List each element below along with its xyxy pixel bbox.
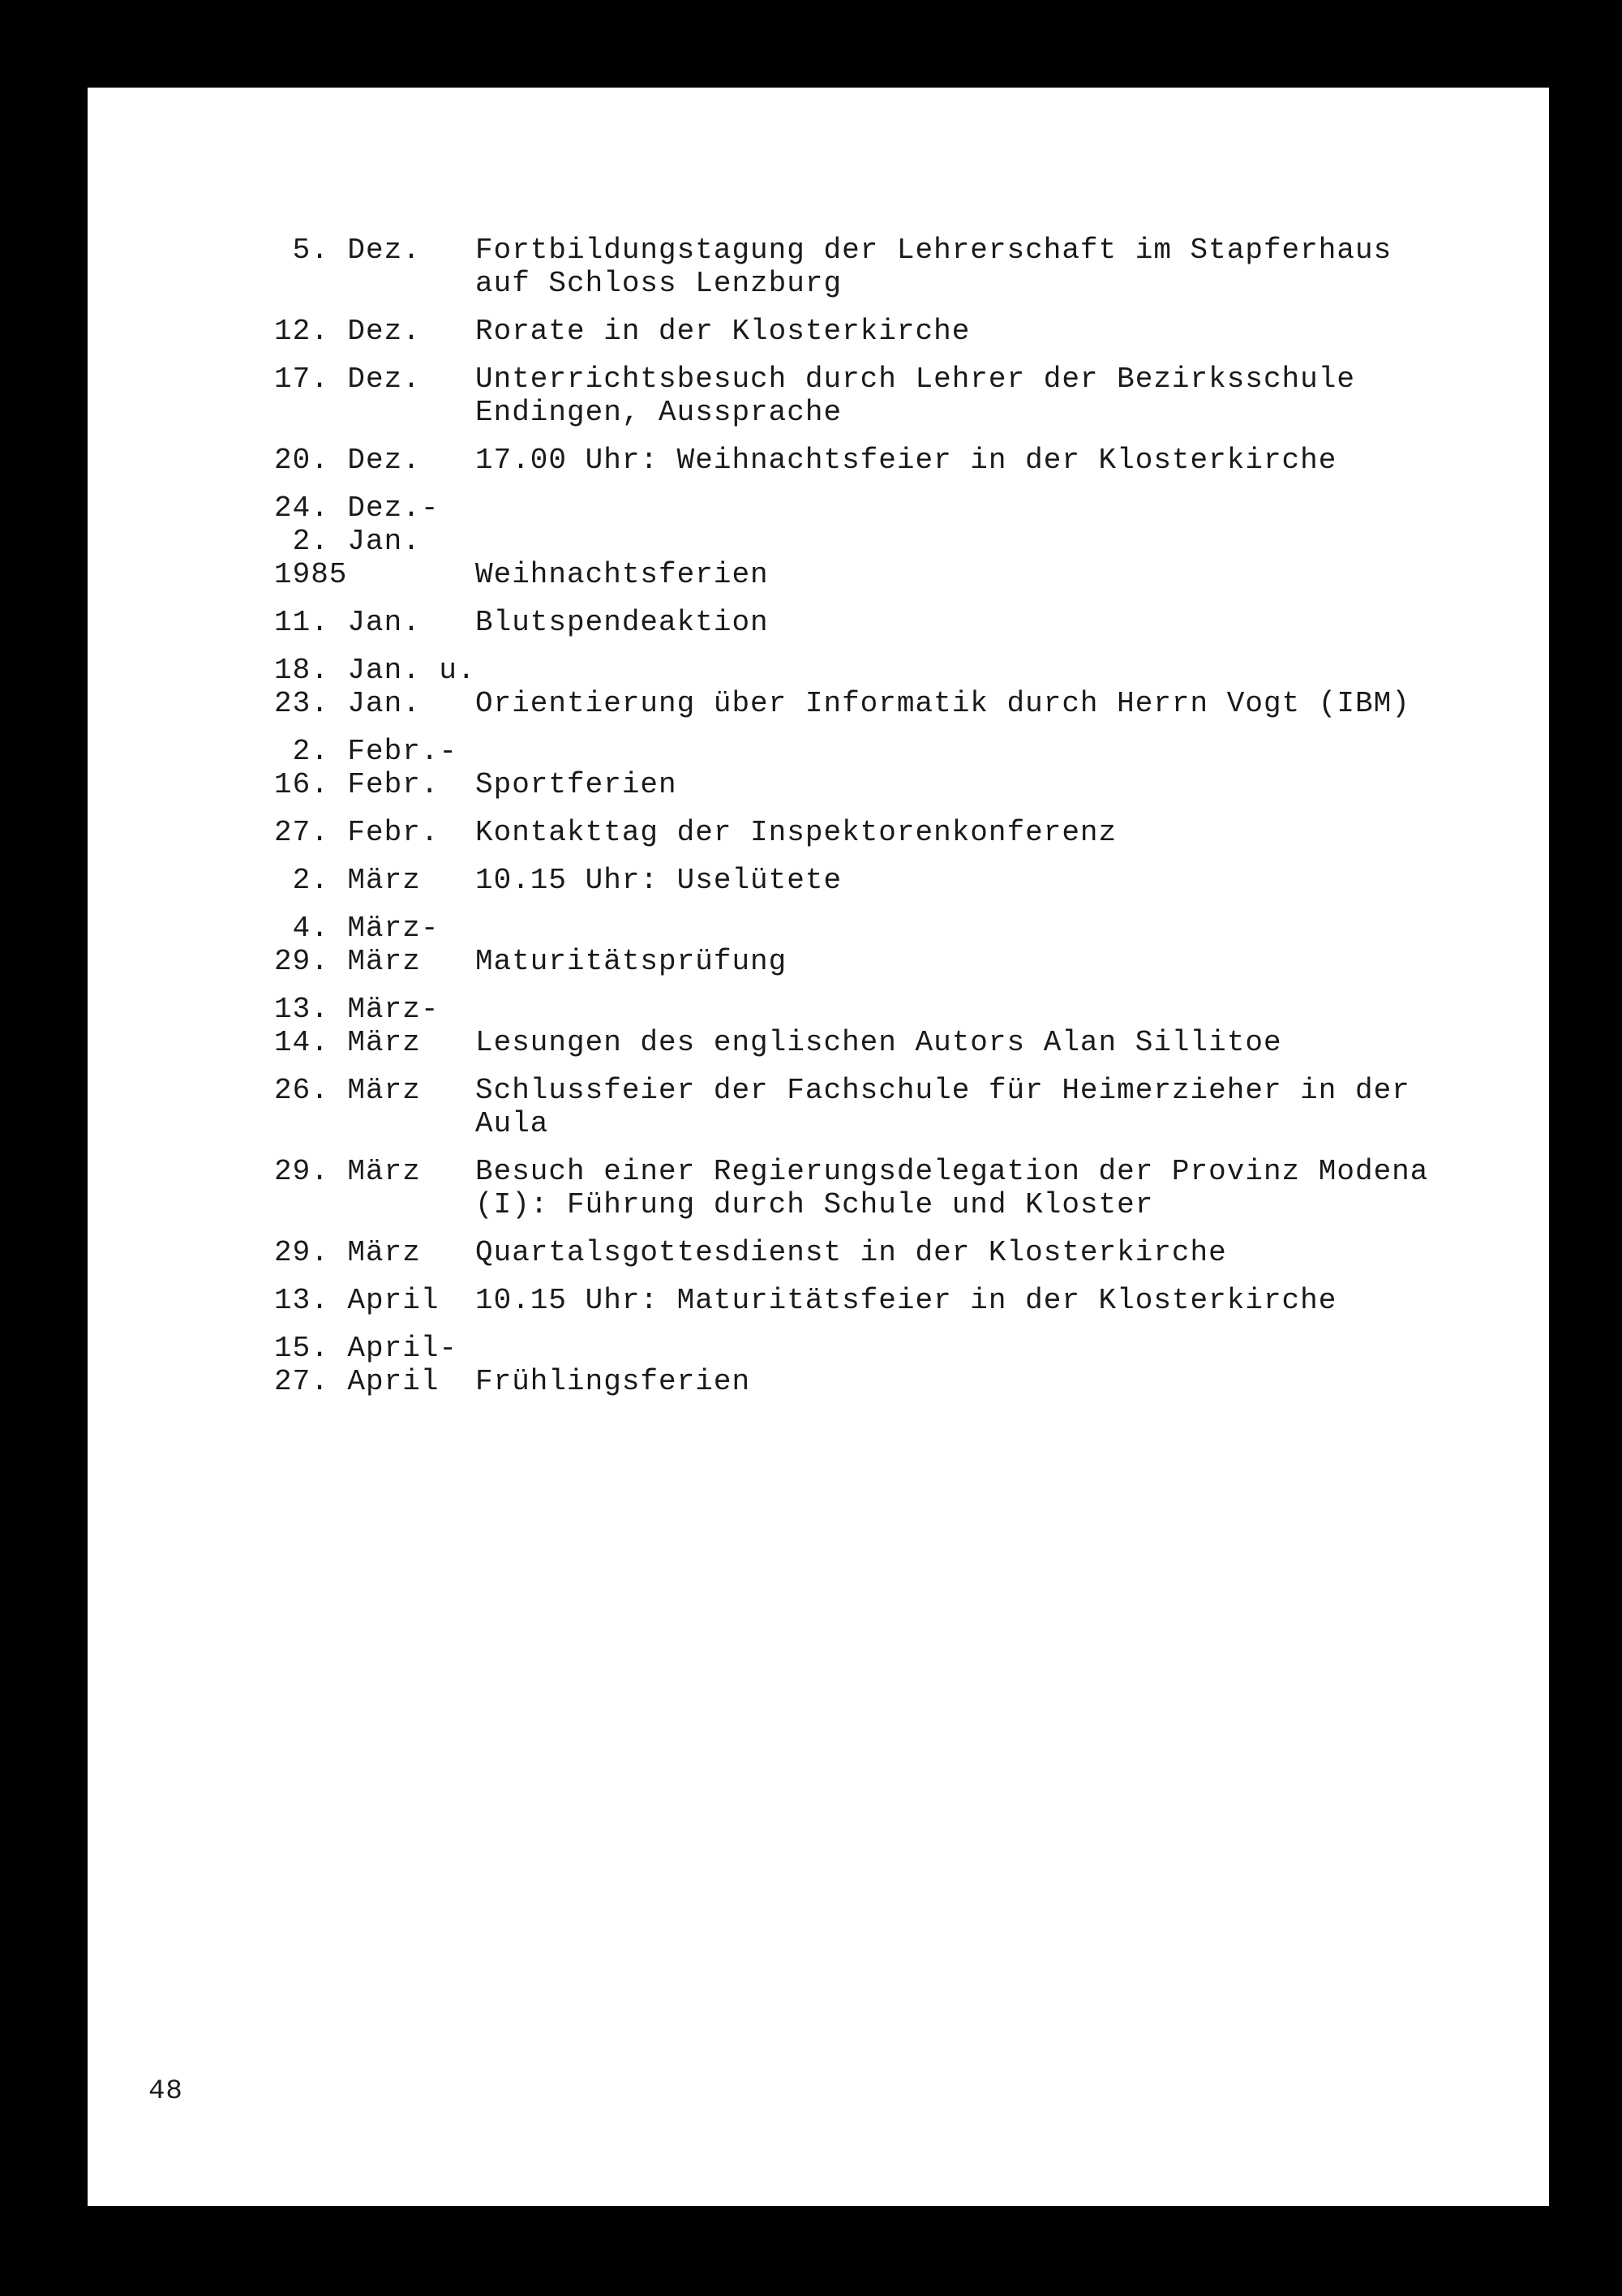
event-entry xyxy=(88,234,1549,300)
event-description-line: auf Schloss Lenzburg xyxy=(475,267,843,300)
event-date xyxy=(88,864,475,897)
event-date xyxy=(88,1284,475,1317)
event-entry xyxy=(88,1155,1549,1221)
event-date-line: 11. Jan. xyxy=(274,606,421,639)
event-date-line: 29. März xyxy=(274,1236,421,1269)
event-date-line: 5. Dez. xyxy=(274,234,421,267)
event-entry xyxy=(88,654,1549,720)
event-date-line: 2. Jan. xyxy=(274,525,421,558)
event-description-line: Lesungen des englischen Autors Alan Sillitoe xyxy=(475,1026,1282,1059)
event-date xyxy=(88,444,475,477)
event-date xyxy=(88,816,475,849)
event-description-line: Weihnachtsferien xyxy=(475,558,769,591)
event-description-line: Fortbildungstagung der Lehrerschaft im Stapferhaus xyxy=(475,234,1392,267)
event-list xyxy=(88,234,1549,1413)
event-entry xyxy=(88,1332,1549,1398)
event-description-line: Kontakttag der Inspektorenkonferenz xyxy=(475,816,1118,849)
event-date-line: 26. März xyxy=(274,1074,421,1107)
event-description xyxy=(475,816,1432,849)
event-date-line: 13. April xyxy=(274,1284,440,1317)
event-description xyxy=(475,654,1432,720)
event-date xyxy=(88,1236,475,1269)
event-date xyxy=(88,491,475,591)
event-entry xyxy=(88,315,1549,348)
event-date xyxy=(88,606,475,639)
event-date-line: 17. Dez. xyxy=(274,363,421,396)
event-description xyxy=(475,912,1432,978)
event-description-line: 10.15 Uhr: Uselütete xyxy=(475,864,843,897)
event-description xyxy=(475,1332,1432,1398)
event-description xyxy=(475,1236,1432,1269)
event-date xyxy=(88,315,475,348)
event-date xyxy=(88,1155,475,1221)
event-date-line: 4. März- xyxy=(274,912,440,945)
event-description-line: 17.00 Uhr: Weihnachtsfeier in der Klosterkirche xyxy=(475,444,1337,477)
event-date xyxy=(88,1332,475,1398)
event-date-line: 23. Jan. xyxy=(274,687,421,720)
event-description xyxy=(475,864,1432,897)
event-description-line: Rorate in der Klosterkirche xyxy=(475,315,971,348)
event-description-line: Orientierung über Informatik durch Herrn Vogt (IBM) xyxy=(475,687,1410,720)
event-entry xyxy=(88,491,1549,591)
event-date xyxy=(88,993,475,1059)
event-description-line: Sportferien xyxy=(475,768,677,801)
event-date-line: 24. Dez.- xyxy=(274,491,440,525)
event-description-line: Endingen, Aussprache xyxy=(475,396,843,429)
event-date xyxy=(88,1074,475,1140)
event-date-line: 16. Febr. xyxy=(274,768,440,801)
event-entry xyxy=(88,864,1549,897)
event-date-line: 1985 xyxy=(274,558,348,591)
event-date-line: 12. Dez. xyxy=(274,315,421,348)
event-date-line: 14. März xyxy=(274,1026,421,1059)
event-date-line: 27. April xyxy=(274,1365,440,1398)
page-number: 48 xyxy=(148,2076,183,2107)
event-description xyxy=(475,234,1432,300)
event-description xyxy=(475,993,1432,1059)
event-date-line: 29. März xyxy=(274,945,421,978)
event-description-line: Blutspendeaktion xyxy=(475,606,769,639)
event-date-line: 2. März xyxy=(274,864,421,897)
event-description-line: (I): Führung durch Schule und Kloster xyxy=(475,1188,1154,1221)
event-description xyxy=(475,1074,1432,1140)
event-entry xyxy=(88,735,1549,801)
event-description-line: Maturitätsprüfung xyxy=(475,945,787,978)
event-description xyxy=(475,606,1432,639)
event-date xyxy=(88,363,475,429)
event-date-line: 18. Jan. u. xyxy=(274,654,476,687)
event-entry xyxy=(88,993,1549,1059)
event-description xyxy=(475,491,1432,591)
event-entry xyxy=(88,816,1549,849)
event-date-line: 15. April- xyxy=(274,1332,458,1365)
event-date xyxy=(88,234,475,300)
event-description xyxy=(475,735,1432,801)
event-entry xyxy=(88,1236,1549,1269)
event-description-line: 10.15 Uhr: Maturitätsfeier in der Klosterkirche xyxy=(475,1284,1337,1317)
event-entry xyxy=(88,1284,1549,1317)
event-date-line: 13. März- xyxy=(274,993,440,1026)
event-description-line: Aula xyxy=(475,1107,549,1140)
event-date xyxy=(88,912,475,978)
event-entry xyxy=(88,363,1549,429)
event-description-line: Unterrichtsbesuch durch Lehrer der Bezirksschule xyxy=(475,363,1355,396)
event-description xyxy=(475,1284,1432,1317)
event-date xyxy=(88,654,475,720)
event-date-line: 29. März xyxy=(274,1155,421,1188)
event-entry xyxy=(88,912,1549,978)
event-entry xyxy=(88,606,1549,639)
event-date-line: 2. Febr.- xyxy=(274,735,458,768)
event-date-line: 27. Febr. xyxy=(274,816,440,849)
event-description-line: Frühlingsferien xyxy=(475,1365,751,1398)
event-description xyxy=(475,444,1432,477)
event-entry xyxy=(88,1074,1549,1140)
event-entry xyxy=(88,444,1549,477)
event-date xyxy=(88,735,475,801)
event-description xyxy=(475,363,1432,429)
event-date-line: 20. Dez. xyxy=(274,444,421,477)
event-description-line: Quartalsgottesdienst in der Klosterkirche xyxy=(475,1236,1227,1269)
document-page xyxy=(88,88,1549,2206)
event-description xyxy=(475,1155,1432,1221)
event-description-line: Besuch einer Regierungsdelegation der Provinz Modena xyxy=(475,1155,1429,1188)
event-description-line: Schlussfeier der Fachschule für Heimerzieher in der xyxy=(475,1074,1410,1107)
event-description xyxy=(475,315,1432,348)
